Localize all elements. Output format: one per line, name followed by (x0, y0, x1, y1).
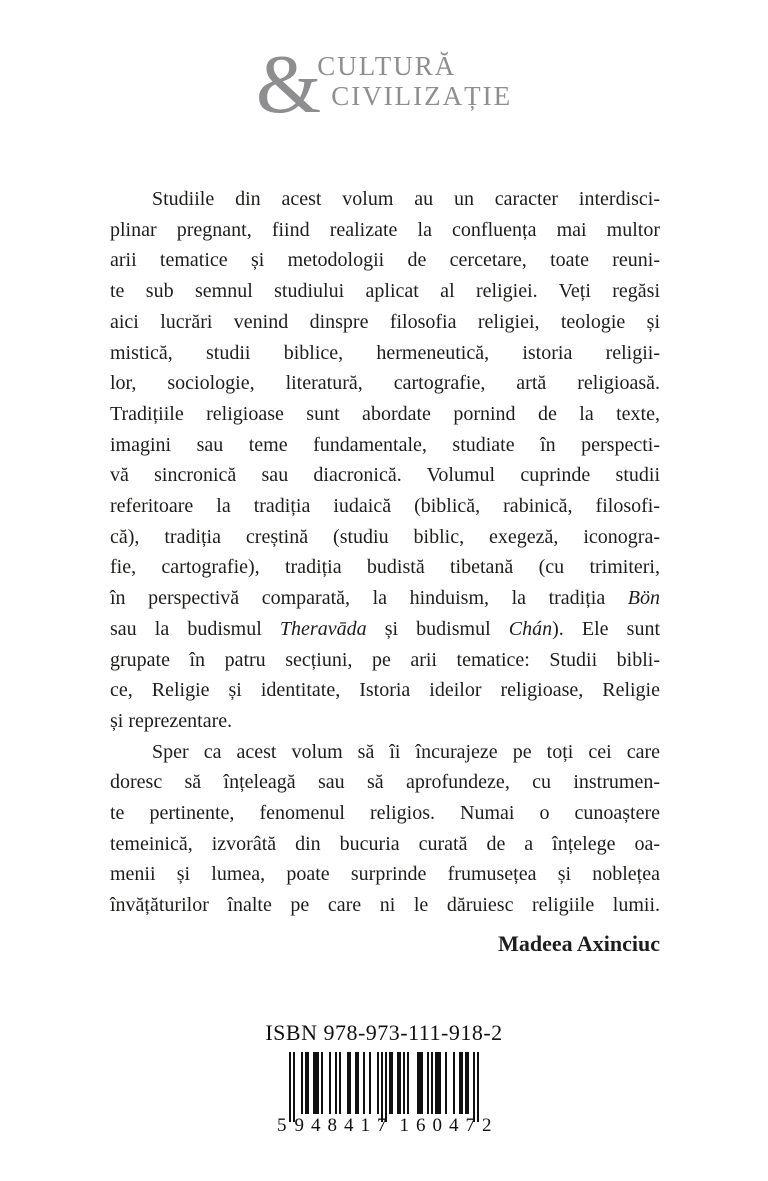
text-line: Tradițiile religioase sunt abordate pornind de la texte, (110, 402, 660, 425)
barcode-digits (277, 1115, 499, 1137)
text-line: mistică, studii biblice, hermeneutică, istoria religii- (110, 341, 660, 364)
text-line: învățăturilor înalte pe care ni le dăruiesc religiile lumii. (110, 894, 660, 917)
back-cover-text (110, 184, 660, 921)
barcode-right-group: 160472 (399, 1115, 499, 1136)
text-line: referitoare la tradiția iudaică (biblică, rabinică, filosofi- (110, 495, 660, 518)
text-line: că), tradiția creștină (studiu biblic, exegeză, iconogra- (110, 525, 660, 548)
text-line: și reprezentare. (110, 709, 233, 732)
barcode-block (0, 1052, 768, 1137)
text-line: aici lucrări venind dinspre filosofia religiei, teologie și (110, 310, 660, 333)
text-line: grupate în patru secțiuni, pe arii tematice: Studii bibli- (110, 648, 660, 671)
text-line: lor, sociologie, literatură, cartografie, artă religioasă. (110, 372, 660, 395)
isbn-label: ISBN 978-973-111-918-2 (265, 1020, 503, 1045)
text-line: menii și lumea, poate surprinde frumusețea și noblețea (110, 863, 660, 886)
text-line: vă sincronică sau diacronică. Volumul cuprinde studii (110, 464, 660, 487)
author-name: Madeea Axinciuc (498, 931, 660, 956)
text-line: ce, Religie și identitate, Istoria ideilor religioase, Religie (110, 679, 660, 702)
text-line: te sub semnul studiului aplicat al religiei. Veți regăsi (110, 280, 660, 303)
barcode-prefix-digit: 5 (277, 1115, 287, 1136)
barcode-left-group: 948417 (294, 1115, 394, 1136)
logo-text (317, 51, 512, 111)
ampersand-logo-icon: & (255, 38, 322, 131)
text-line: temeinică, izvorâtă din bucuria curată de a înțelege oa- (110, 832, 660, 855)
text-line: Studiile din acest volum au un caracter interdisci- (152, 188, 660, 210)
text-line: în perspectivă comparată, la hinduism, la tradiția Bön (110, 587, 660, 610)
text-line: arii tematice și metodologii de cercetare, toate reuni- (110, 249, 660, 272)
logo-line-cultura: CULTURĂ (317, 51, 457, 81)
text-line: sau la budismul Theravāda și budismul Chán). Ele sunt (110, 617, 661, 640)
text-line: te pertinente, fenomenul religios. Numai o cunoaștere (110, 802, 660, 825)
text-line: doresc să înțeleagă sau să aprofundeze, cu instrumen- (110, 771, 660, 794)
text-line: fie, cartografie), tradiția budistă tibetană (cu trimiteri, (110, 556, 660, 579)
logo-line-civilizatie: CIVILIZAȚIE (331, 81, 513, 111)
barcode-icon (287, 1052, 481, 1124)
publisher-logo (0, 38, 768, 131)
text-line: plinar pregnant, fiind realizate la confluența mai multor (110, 218, 660, 241)
text-line: Sper ca acest volum să îi încurajeze pe toți cei care (152, 740, 660, 763)
text-line: imagini sau teme fundamentale, studiate în perspecti- (110, 433, 660, 456)
